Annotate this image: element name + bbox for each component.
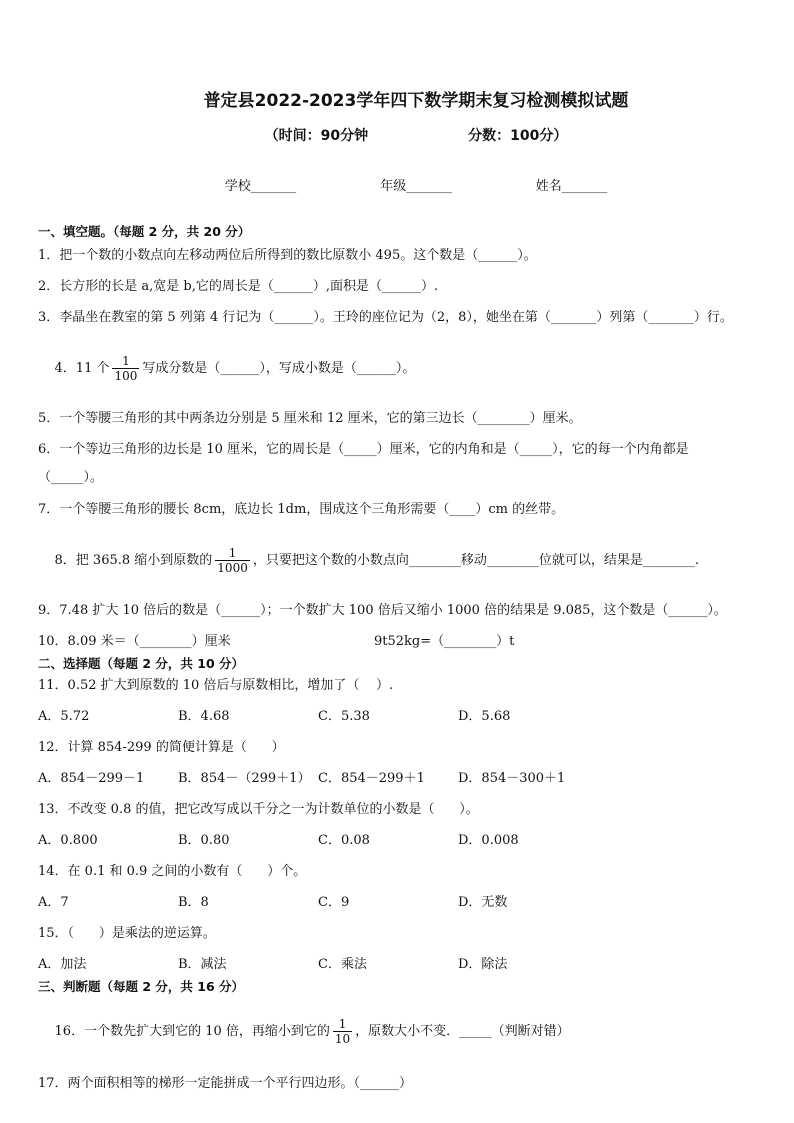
question-2: 2．长方形的长是 a,宽是 b,它的周长是（______）,面积是（______）.	[38, 279, 439, 294]
question-8	[38, 526, 794, 595]
option-b: B．0.80	[178, 833, 230, 848]
option-b: B．4.68	[178, 709, 230, 724]
option-c: C．5.38	[318, 709, 370, 724]
name-field: 姓名_______	[535, 179, 608, 194]
fraction-numerator: 1	[228, 546, 237, 560]
question-14-options	[38, 893, 794, 913]
fraction-1-1000	[215, 546, 250, 575]
question-17: 17．两个面积相等的梯形一定能拼成一个平行四边形。（______）	[38, 1076, 413, 1091]
exam-score: 分数：100分）	[468, 128, 568, 144]
option-a: A．0.800	[38, 833, 98, 848]
question-15: 15．（ ）是乘法的逆运算。	[38, 926, 216, 941]
question-10	[38, 632, 794, 652]
exam-title: 普定县2022-2023学年四下数学期末复习检测模拟试题	[203, 91, 629, 111]
question-7: 7．一个等腰三角形的腰长 8cm，底边长 1dm，围成这个三角形需要（____）cm 的丝带。	[38, 502, 565, 517]
question-12-options	[38, 769, 794, 789]
option-d: D．0.008	[458, 833, 519, 848]
question-6-continued: （_____）。	[38, 470, 104, 485]
fraction-denominator: 10	[334, 1032, 351, 1046]
school-field: 学校_______	[224, 179, 297, 194]
question-11: 11．0.52 扩大到原数的 10 倍后与原数相比，增加了（ ）.	[38, 678, 394, 693]
option-d: D．854－300＋1	[458, 771, 566, 786]
question-5: 5．一个等腰三角形的其中两条边分别是 5 厘米和 12 厘米，它的第三边长（________）厘米。	[38, 411, 582, 426]
fraction-denominator: 1000	[217, 561, 248, 575]
exam-time: （时间：90分钟	[264, 128, 369, 144]
section-multiple-choice: 二、选择题（每题 2 分，共 10 分）	[38, 656, 245, 671]
question-4-text-a: 4．11 个	[54, 361, 110, 376]
student-info	[38, 175, 794, 194]
fraction-numerator: 1	[122, 354, 130, 368]
section-true-false: 三、判断题（每题 2 分，共 16 分）	[38, 979, 245, 994]
option-d: D．无数	[458, 895, 508, 910]
option-c: C．0.08	[318, 833, 370, 848]
question-16	[38, 997, 794, 1066]
grade-field: 年级_______	[380, 179, 452, 194]
option-b: B．854－（299＋1）	[178, 771, 311, 786]
question-9: 9．7.48 扩大 10 倍后的数是（______）；一个数扩大 100 倍后又缩小 1000 倍的结果是 9.085，这个数是（______）。	[38, 603, 727, 618]
question-13-options	[38, 831, 794, 851]
fraction-1-100	[112, 354, 139, 383]
fraction-1-10	[333, 1017, 352, 1046]
option-c: C．9	[318, 895, 350, 910]
question-10-part-b: 9t52kg=（________）t	[374, 634, 515, 649]
question-15-options	[38, 955, 794, 975]
question-8-text-a: 8．把 365.8 缩小到原数的	[54, 553, 213, 568]
option-b: B．减法	[178, 957, 227, 972]
fraction-denominator: 100	[114, 369, 138, 383]
question-4-text-b: 写成分数是（______），写成小数是（______）。	[142, 361, 416, 376]
exam-subtitle	[38, 125, 794, 145]
question-13: 13．不改变 0.8 的值，把它改写成以千分之一为计数单位的小数是（ ）。	[38, 802, 479, 817]
question-16-text-b: ，原数大小不变．_____（判断对错）	[355, 1024, 570, 1039]
option-c: C．乘法	[318, 957, 367, 972]
question-8-text-b: ，只要把这个数的小数点向________移动________位就可以，结果是________.	[252, 553, 699, 568]
question-16-text-a: 16．一个数先扩大到它的 10 倍，再缩小到它的	[54, 1024, 330, 1039]
fraction-numerator: 1	[338, 1017, 347, 1031]
option-a: A．7	[38, 895, 69, 910]
question-14: 14．在 0.1 和 0.9 之间的小数有（ ）个。	[38, 864, 307, 879]
question-1: 1．把一个数的小数点向左移动两位后所得到的数比原数小 495。这个数是（______）。	[38, 248, 537, 263]
option-a: A．5.72	[38, 709, 90, 724]
option-d: D．5.68	[458, 709, 511, 724]
option-a: A．加法	[38, 957, 87, 972]
option-d: D．除法	[458, 957, 508, 972]
section-fill-blank: 一、填空题。（每题 2 分，共 20 分）	[38, 224, 251, 239]
option-b: B．8	[178, 895, 209, 910]
question-11-options	[38, 707, 794, 727]
option-c: C．854－299＋1	[318, 771, 425, 786]
question-3: 3．李晶坐在教室的第 5 列第 4 行记为（______）。王玲的座位记为（2，8），她坐在第（_______）列第（_______）行。	[38, 310, 733, 325]
option-a: A．854－299－1	[38, 771, 145, 786]
question-10-part-a: 10．8.09 米＝（________）厘米	[38, 634, 231, 649]
question-6: 6．一个等边三角形的边长是 10 厘米，它的周长是（_____）厘米，它的内角和是（_____），它的每一个内角都是	[38, 442, 689, 457]
question-12: 12．计算 854-299 的简便计算是（ ）	[38, 740, 285, 755]
question-4	[38, 334, 794, 403]
